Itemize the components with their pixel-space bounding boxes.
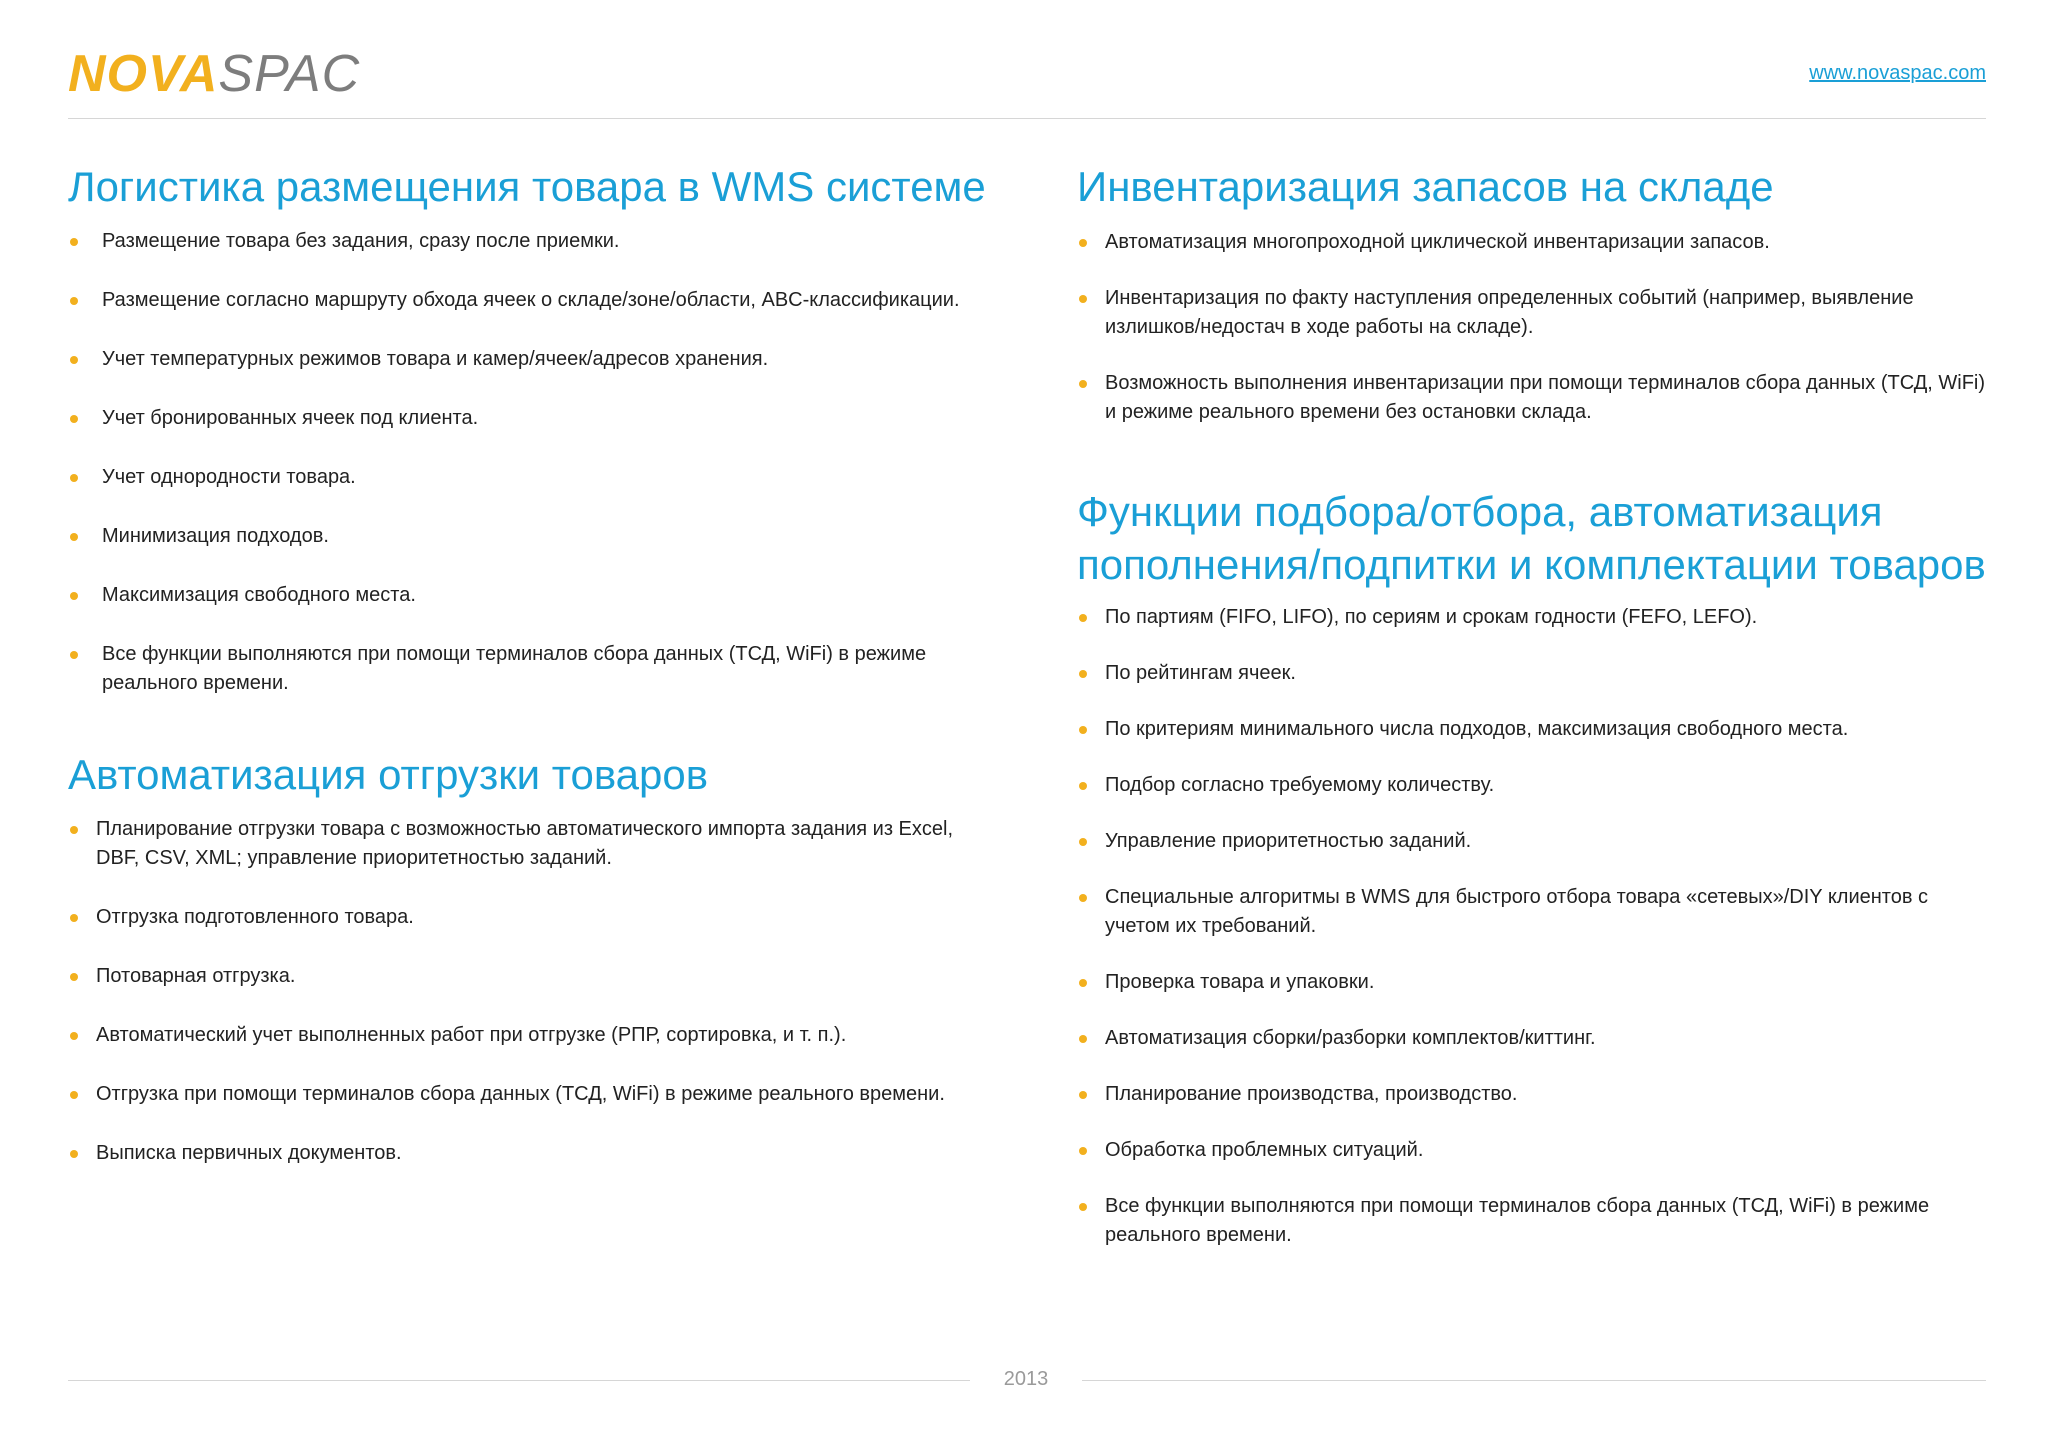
list-item bbox=[1077, 968, 1989, 997]
section-inventory bbox=[1077, 160, 1989, 427]
list-item bbox=[68, 1080, 998, 1109]
bullet-dot-icon bbox=[1079, 1147, 1087, 1155]
bullet-dot-icon bbox=[70, 914, 78, 922]
bullet-dot-icon bbox=[70, 826, 78, 834]
list-item bbox=[68, 227, 998, 256]
section-title: Автоматизация отгрузки товаров bbox=[68, 751, 709, 798]
bullet-dot-icon bbox=[1079, 1203, 1087, 1211]
list-item bbox=[68, 286, 998, 315]
bullet-list bbox=[1077, 228, 1989, 427]
list-item bbox=[1077, 659, 1989, 688]
bullet-list bbox=[68, 227, 998, 698]
bullet-dot-icon bbox=[1079, 670, 1087, 678]
bullet-dot-icon bbox=[70, 592, 78, 600]
list-item bbox=[1077, 1192, 1989, 1250]
list-item-text: Все функции выполняются при помощи терминалов сбора данных (ТСД, WiFi) в режиме реального времени. bbox=[1105, 1195, 1930, 1246]
novaspac-logo bbox=[68, 44, 360, 104]
list-item-text: Размещение товара без задания, сразу после приемки. bbox=[102, 230, 620, 252]
footer-divider-right bbox=[1082, 1380, 1986, 1381]
list-item bbox=[68, 581, 998, 610]
bullet-dot-icon bbox=[1079, 782, 1087, 790]
section-shipment-automation bbox=[68, 748, 998, 1168]
bullet-list bbox=[1077, 603, 1989, 1250]
list-item bbox=[1077, 827, 1989, 856]
list-item-text: Автоматизация многопроходной циклической инвентаризации запасов. bbox=[1105, 231, 1770, 253]
bullet-dot-icon bbox=[1079, 614, 1087, 622]
list-item-text: Все функции выполняются при помощи терминалов сбора данных (ТСД, WiFi) в режиме реального времени. bbox=[102, 643, 927, 694]
list-item-text: Потоварная отгрузка. bbox=[96, 965, 296, 987]
list-item bbox=[1077, 1080, 1989, 1109]
footer-year: 2013 bbox=[1003, 1368, 1049, 1390]
bullet-dot-icon bbox=[70, 1091, 78, 1099]
bullet-dot-icon bbox=[1079, 894, 1087, 902]
bullet-dot-icon bbox=[1079, 295, 1087, 303]
bullet-dot-icon bbox=[1079, 380, 1087, 388]
list-item-text: Подбор согласно требуемому количеству. bbox=[1105, 774, 1495, 796]
list-item bbox=[68, 404, 998, 433]
list-item bbox=[1077, 603, 1989, 632]
list-item-text: Отгрузка при помощи терминалов сбора данных (ТСД, WiFi) в режиме реального времени. bbox=[96, 1083, 945, 1105]
right-column bbox=[1077, 160, 1989, 1277]
list-item-text: Автоматизация сборки/разборки комплектов/киттинг. bbox=[1105, 1027, 1596, 1049]
footer-divider-left bbox=[68, 1380, 970, 1381]
list-item-text: Автоматический учет выполненных работ при отгрузке (РПР, сортировка, и т. п.). bbox=[96, 1024, 847, 1046]
list-item-text: Возможность выполнения инвентаризации при помощи терминалов сбора данных (ТСД, WiFi) и режиме реального времени без остановки склада. bbox=[1105, 372, 1986, 423]
section-placement-logistics bbox=[68, 160, 998, 698]
list-item-text: Управление приоритетностью заданий. bbox=[1105, 830, 1472, 852]
list-item bbox=[68, 640, 998, 698]
list-item-text: Отгрузка подготовленного товара. bbox=[96, 906, 414, 928]
bullet-dot-icon bbox=[1079, 1091, 1087, 1099]
section-picking-functions bbox=[1077, 485, 1989, 1250]
bullet-dot-icon bbox=[70, 651, 78, 659]
bullet-dot-icon bbox=[1079, 726, 1087, 734]
list-item-text: Минимизация подходов. bbox=[102, 525, 329, 547]
list-item-text: Инвентаризация по факту наступления определенных событий (например, выявление излишков/недостач в ходе работы на складе). bbox=[1105, 287, 1914, 338]
list-item-text: Планирование отгрузки товара с возможностью автоматического импорта задания из Excel, DBF, CSV, XML; управление приоритетностью заданий. bbox=[96, 818, 954, 869]
list-item bbox=[1077, 715, 1989, 744]
list-item bbox=[68, 463, 998, 492]
bullet-dot-icon bbox=[70, 356, 78, 364]
bullet-dot-icon bbox=[70, 474, 78, 482]
bullet-dot-icon bbox=[1079, 979, 1087, 987]
page-header bbox=[0, 0, 2048, 120]
list-item-text: Выписка первичных документов. bbox=[96, 1142, 402, 1164]
logo-nova-text: NOVA bbox=[68, 45, 219, 103]
bullet-dot-icon bbox=[70, 297, 78, 305]
list-item bbox=[1077, 284, 1989, 342]
list-item bbox=[68, 1021, 998, 1050]
bullet-dot-icon bbox=[1079, 1035, 1087, 1043]
bullet-list bbox=[68, 815, 998, 1168]
list-item-text: По критериям минимального числа подходов, максимизация свободного места. bbox=[1105, 718, 1849, 740]
bullet-dot-icon bbox=[1079, 239, 1087, 247]
list-item bbox=[68, 522, 998, 551]
list-item-text: По партиям (FIFO, LIFO), по сериям и срокам годности (FEFO, LEFO). bbox=[1105, 606, 1758, 628]
bullet-dot-icon bbox=[70, 973, 78, 981]
bullet-dot-icon bbox=[70, 415, 78, 423]
list-item-text: Учет бронированных ячеек под клиента. bbox=[102, 407, 479, 429]
bullet-dot-icon bbox=[70, 1032, 78, 1040]
list-item bbox=[1077, 228, 1989, 257]
list-item-text: Проверка товара и упаковки. bbox=[1105, 971, 1375, 993]
list-item bbox=[68, 903, 998, 932]
bullet-dot-icon bbox=[1079, 838, 1087, 846]
logo-spac-text: SPAC bbox=[218, 45, 361, 103]
list-item-text: Специальные алгоритмы в WMS для быстрого отбора товара «сетевых»/DIY клиентов с учетом их требований. bbox=[1105, 886, 1929, 937]
list-item bbox=[1077, 1136, 1989, 1165]
bullet-dot-icon bbox=[70, 238, 78, 246]
bullet-dot-icon bbox=[70, 1150, 78, 1158]
list-item bbox=[1077, 1024, 1989, 1053]
header-divider bbox=[68, 118, 1986, 119]
list-item-text: Учет температурных режимов товара и камер/ячеек/адресов хранения. bbox=[102, 348, 769, 370]
left-column bbox=[68, 160, 998, 1198]
list-item-text: Максимизация свободного места. bbox=[102, 584, 416, 606]
list-item bbox=[68, 1139, 998, 1168]
list-item bbox=[1077, 883, 1989, 941]
list-item bbox=[1077, 771, 1989, 800]
list-item bbox=[68, 962, 998, 991]
bullet-dot-icon bbox=[70, 533, 78, 541]
list-item-text: Обработка проблемных ситуаций. bbox=[1105, 1139, 1424, 1161]
list-item-text: По рейтингам ячеек. bbox=[1105, 662, 1296, 684]
section-title: Инвентаризация запасов на складе bbox=[1077, 163, 1774, 210]
list-item bbox=[68, 345, 998, 374]
list-item-text: Учет однородности товара. bbox=[102, 466, 356, 488]
website-link[interactable]: www.novaspac.com bbox=[1809, 62, 1986, 84]
list-item bbox=[1077, 369, 1989, 427]
list-item bbox=[68, 815, 998, 873]
list-item-text: Размещение согласно маршруту обхода ячеек о складе/зоне/области, ABC-классификации. bbox=[102, 289, 960, 311]
section-title: Логистика размещения товара в WMS системе bbox=[68, 163, 986, 210]
list-item-text: Планирование производства, производство. bbox=[1105, 1083, 1518, 1105]
section-title: Функции подбора/отбора, автоматизация пополнения/подпитки и комплектации товаров bbox=[1077, 488, 1986, 588]
